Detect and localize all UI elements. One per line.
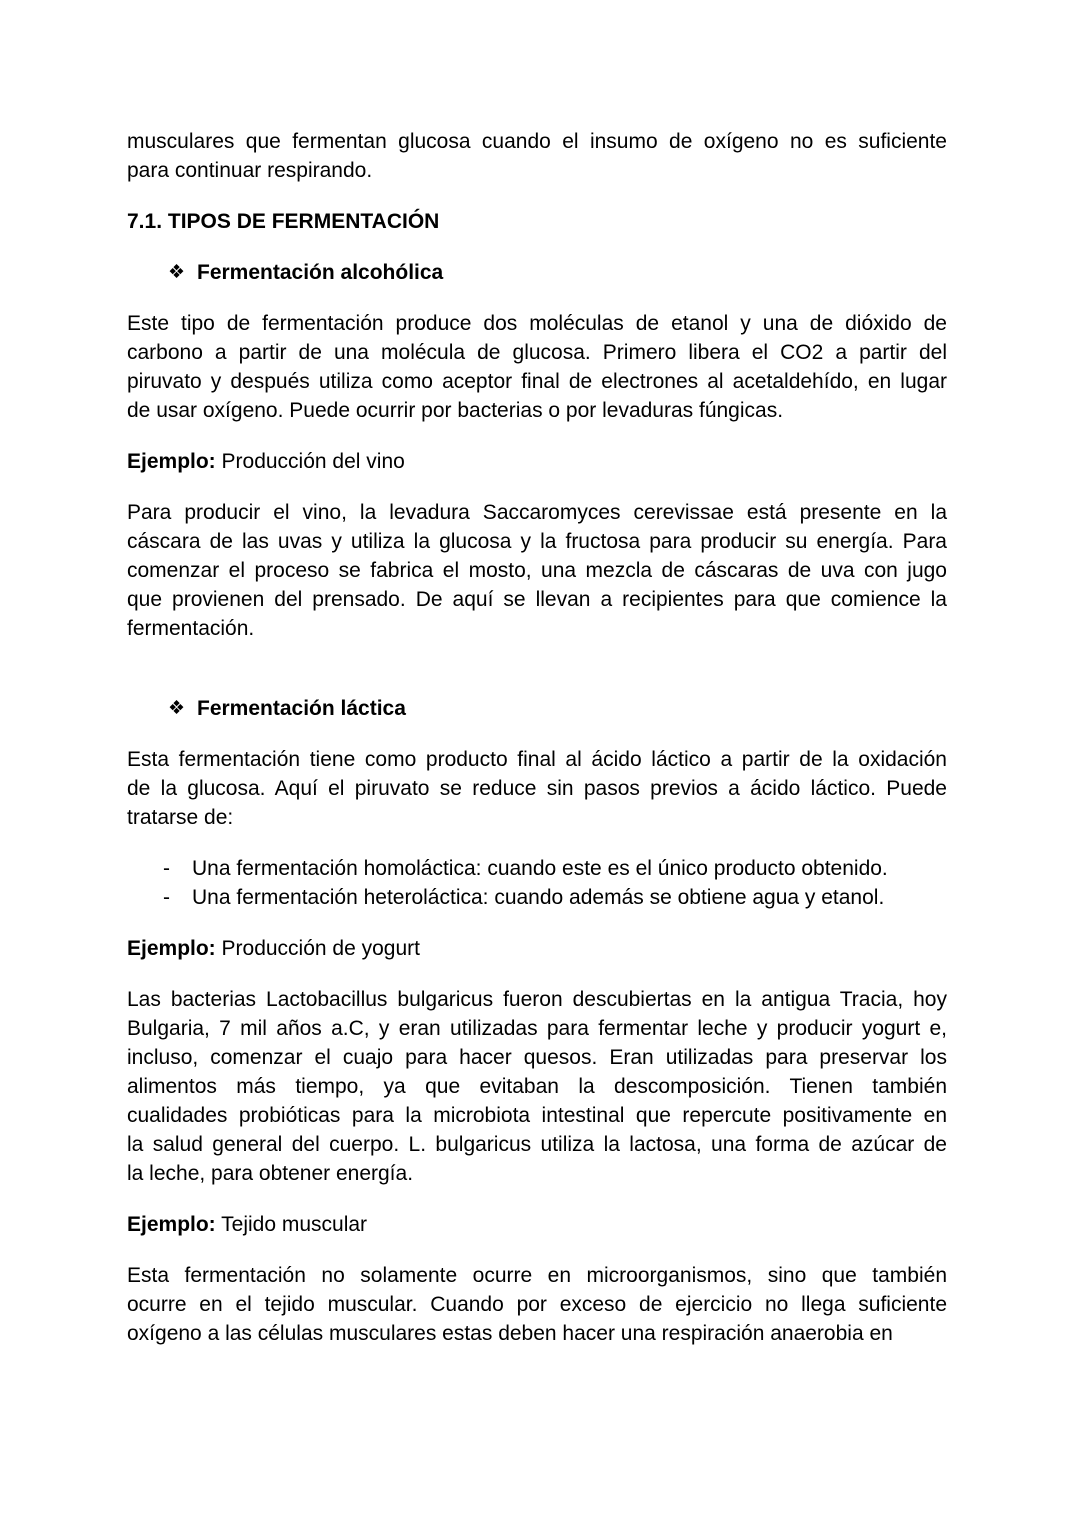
dash-bullet-icon: -	[163, 886, 170, 909]
list-item-text: Una fermentación heteroláctica: cuando además se obtiene agua y etanol.	[192, 886, 885, 909]
diamond-bullet-icon: ❖	[168, 262, 186, 283]
example-label: Ejemplo:	[127, 1213, 216, 1236]
text-line: Esta fermentación no solamente ocurre en microorganismos, sino que también	[127, 1264, 947, 1287]
text-line: Bulgaria, 7 mil años a.C, y eran utilizadas para fermentar leche y producir yogurt e,	[127, 1017, 947, 1040]
text-line: Para producir el vino, la levadura Saccaromyces cerevissae está presente en la	[127, 501, 947, 524]
text-line: de la glucosa. Aquí el piruvato se reduce sin pasos previos a ácido láctico. Puede	[127, 777, 947, 800]
list-item	[127, 883, 947, 912]
text-line: cualidades probióticas para la microbiota intestinal que repercute positivamente en	[127, 1104, 947, 1127]
text-line: ocurre en el tejido muscular. Cuando por exceso de ejercicio no llega suficiente	[127, 1293, 947, 1316]
text-line: tratarse de:	[127, 806, 234, 829]
bullet-item-alcoholic	[127, 258, 947, 287]
text-line: la salud general del cuerpo. L. bulgaricus utiliza la lactosa, una forma de azúcar de	[127, 1133, 947, 1156]
intro-paragraph	[127, 127, 947, 185]
dash-bullet-icon: -	[163, 857, 170, 880]
yogurt-paragraph	[127, 985, 947, 1188]
text-line: Las bacterias Lactobacillus bulgaricus fueron descubiertas en la antigua Tracia, hoy	[127, 988, 947, 1011]
text-line: musculares que fermentan glucosa cuando el insumo de oxígeno no es suficiente	[127, 130, 947, 153]
text-line: incluso, comenzar el cuajo para hacer quesos. Eran utilizadas para preservar los	[127, 1046, 947, 1069]
text-line: para continuar respirando.	[127, 159, 373, 182]
alcoholic-paragraph	[127, 309, 947, 425]
example-label: Ejemplo:	[127, 450, 216, 473]
text-line: alimentos más tiempo, ya que evitaban la descomposición. Tienen también	[127, 1075, 947, 1098]
text-line: Este tipo de fermentación produce dos moléculas de etanol y una de dióxido de	[127, 312, 947, 335]
example-line-wine	[127, 447, 947, 476]
list-item	[127, 854, 947, 883]
example-text: Producción del vino	[215, 450, 405, 473]
text-line: de usar oxígeno. Puede ocurrir por bacterias o por levaduras fúngicas.	[127, 399, 784, 422]
list-item-text: Una fermentación homoláctica: cuando este es el único producto obtenido.	[192, 857, 888, 880]
text-line: piruvato y después utiliza como aceptor final de electrones al acetaldehído, en lugar	[127, 370, 947, 393]
lactic-paragraph	[127, 745, 947, 832]
section-heading: 7.1. TIPOS DE FERMENTACIÓN	[127, 210, 440, 233]
lactic-type-list	[127, 854, 947, 912]
diamond-bullet-icon: ❖	[168, 698, 186, 719]
text-line: comenzar el proceso se fabrica el mosto, una mezcla de cáscaras de uva con jugo	[127, 559, 947, 582]
example-label: Ejemplo:	[127, 937, 216, 960]
wine-paragraph	[127, 498, 947, 643]
example-text: Tejido muscular	[215, 1213, 368, 1236]
example-line-yogurt	[127, 934, 947, 963]
bullet-title-lactic: Fermentación láctica	[197, 697, 406, 720]
text-line: la leche, para obtener energía.	[127, 1162, 414, 1185]
text-line: cáscara de las uvas y utiliza la glucosa y la fructosa para producir su energía. Para	[127, 530, 947, 553]
muscle-paragraph	[127, 1261, 947, 1348]
text-line: Esta fermentación tiene como producto final al ácido láctico a partir de la oxidación	[127, 748, 947, 771]
example-text: Producción de yogurt	[215, 937, 420, 960]
text-line: carbono a partir de una molécula de glucosa. Primero libera el CO2 a partir del	[127, 341, 947, 364]
text-line: que provienen del prensado. De aquí se llevan a recipientes para que comience la	[127, 588, 947, 611]
bullet-item-lactic	[127, 694, 947, 723]
text-line: oxígeno a las células musculares estas deben hacer una respiración anaerobia en	[127, 1322, 893, 1345]
example-line-muscle	[127, 1210, 947, 1239]
text-line: fermentación.	[127, 617, 255, 640]
bullet-title-alcoholic: Fermentación alcohólica	[197, 261, 444, 284]
